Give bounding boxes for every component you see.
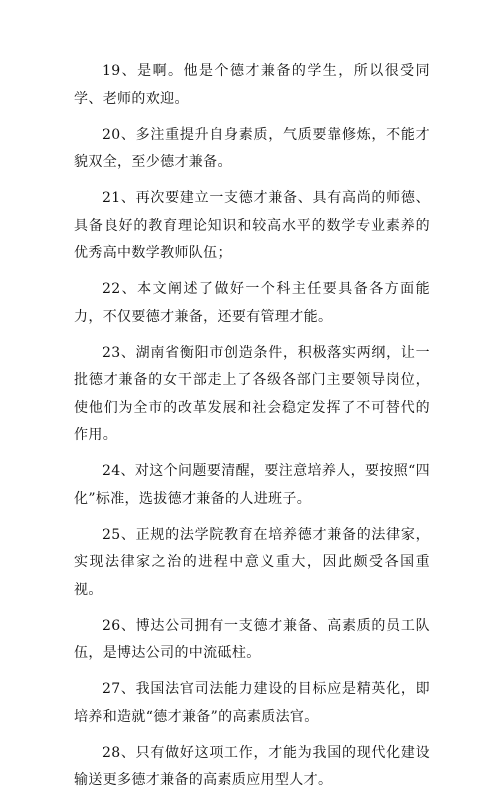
sentence-21: 21、再次要建立一支德才兼备、具有高尚的师德、具备良好的教育理论知识和较高水平的数学专业素养的优秀高中数学教师队伍； — [74, 190, 430, 261]
sentence-28: 28、只有做好这项工作，才能为我国的现代化建设输送更多德才兼备的高素质应用型人才。 — [74, 744, 430, 788]
sentence-23: 23、湖南省衡阳市创造条件，积极落实两纲，让一批德才兼备的女干部走上了各级各部门主要领导岗位，使他们为全市的改革发展和社会稳定发挥了不可替代的作用。 — [74, 344, 430, 443]
sentence-27: 27、我国法官司法能力建设的目标应是精英化，即培养和造就“德才兼备”的高素质法官。 — [74, 681, 430, 725]
sentence-20: 20、多注重提升自身素质，气质要靠修炼，不能才貌双全，至少德才兼备。 — [74, 126, 430, 170]
sentence-22: 22、本文阐述了做好一个科主任要具备各方面能力，不仅要德才兼备，还要有管理才能。 — [74, 281, 430, 325]
sentence-24: 24、对这个问题要清醒，要注意培养人，要按照“四化”标准，选拔德才兼备的人进班子。 — [74, 463, 430, 507]
document-body — [74, 58, 430, 803]
sentence-19: 19、是啊。他是个德才兼备的学生，所以很受同学、老师的欢迎。 — [74, 63, 430, 107]
sentence-26: 26、博达公司拥有一支德才兼备、高素质的员工队伍，是博达公司的中流砥柱。 — [74, 617, 430, 661]
sentence-25: 25、正规的法学院教育在培养德才兼备的法律家，实现法律家之治的进程中意义重大，因此颇受各国重视。 — [74, 526, 430, 598]
